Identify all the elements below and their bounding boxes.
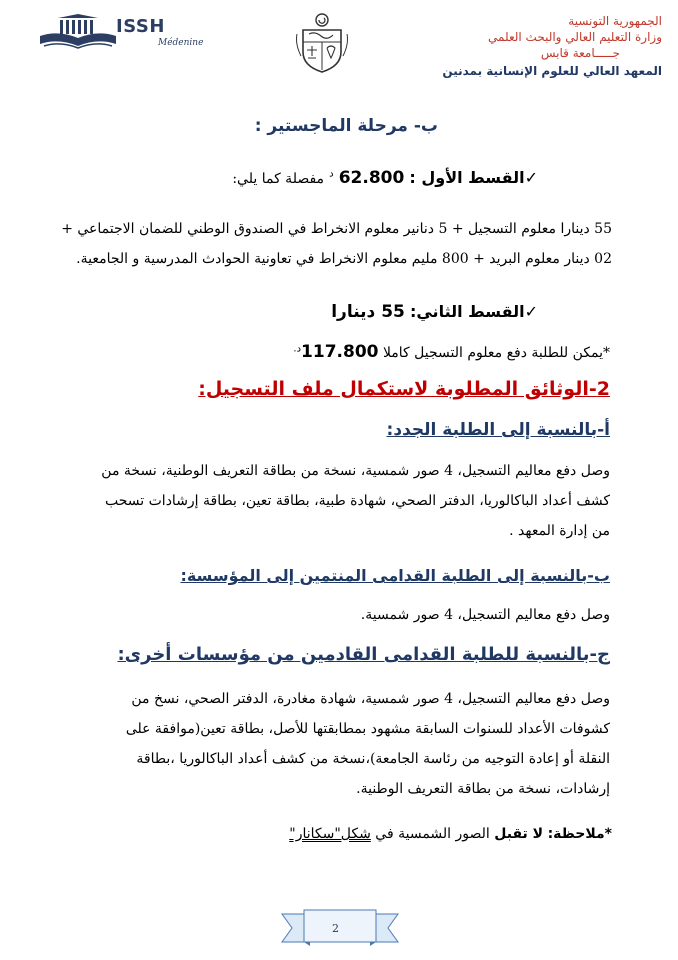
fees-detail [52,214,612,274]
docs-line: إرشادات، نسخة من بطاقة التعريف الوطنية. [356,781,610,797]
transfer-students-docs [54,684,610,804]
first-installment [232,168,538,188]
docs-line: وصل دفع معاليم التسجيل، 4 صور شمسية، شهادة مغادرة، الدفتر الصحي، نسخ من [131,691,610,707]
second-installment-amount: 55 دينارا [331,302,405,322]
page-number-ribbon [280,908,400,948]
logo-text: ISSH [116,16,165,37]
returning-students-title: ب-بالنسبة إلى الطلبة القدامى المنتمين إلى المؤسسة: [180,566,610,585]
full-payment-note-text: *يمكن للطلبة دفع معلوم التسجيل كاملا [382,345,610,361]
first-installment-amount: 62.800 [338,168,405,188]
docs-line: وصل دفع معاليم التسجيل، 4 صور شمسية، نسخة من بطاقة التعريف الوطنية، نسخة من [101,463,610,479]
master-section-title: ب- مرحلة الماجستير : [254,116,438,136]
second-installment-label: القسط الثاني: [409,302,525,321]
header-ministry: وزارة التعليم العالي والبحث العلمي [488,30,662,44]
full-payment-amount: 117.800 [301,342,379,362]
first-installment-label: القسط الأول : [409,168,525,187]
fees-detail-line: 55 دينارا معلوم التسجيل + 5 دنانير معلوم الانخراط في الصندوق الوطني للضمان الاجتماعي + [61,221,612,237]
docs-line: كشوفات الأعداد للسنوات السابقة مشهود بمطابقتها للأصل، بطاقة تعين(موافقة على [125,721,610,737]
check-icon: ✓ [524,168,538,187]
institute-logo [38,14,204,60]
new-students-docs [54,456,610,546]
fees-detail-line: 02 دينار معلوم البريد + 800 مليم معلوم الانخراط في تعاونية الحوادث المدرسية و الجامعية. [76,251,612,267]
first-installment-suffix: مفصلة كما يلي: [232,171,325,187]
header-country: الجمهورية التونسية [568,14,662,28]
docs-line: من إدارة المعهد . [509,523,610,539]
remark-emphasis: لا تقبل [494,826,544,842]
check-icon: ✓ [524,302,538,321]
documents-title: 2-الوثائق المطلوبة لاستكمال ملف التسجيل: [198,378,610,400]
full-payment-note [293,342,610,362]
tunisia-emblem [293,12,351,74]
page-number: 2 [332,922,339,935]
currency-unit: د [329,168,334,180]
transfer-students-title: ج-بالنسبة للطلبة القدامى القادمين من مؤسسات أخرى: [117,644,610,665]
remark-scanner: شكل"سكانار" [289,826,371,842]
currency-unit: د. [293,343,302,355]
new-students-title: أ-بالنسبة إلى الطلبة الجدد: [386,420,610,440]
header-university: جـــــامعة قابس [540,46,620,60]
docs-line: كشف أعداد الباكالوريا، الدفتر الصحي، شهادة طبية، بطاقة تعين، بطاقة إرشادات تسحب [105,493,610,509]
ribbon-icon [280,908,400,948]
docs-line: النقلة أو إعادة التوجيه من رئاسة الجامعة)،نسخة من كشف أعداد الباكالوريا ،بطاقة [136,751,610,767]
header-institute: المعهد العالي للعلوم الإنسانية بمدنين [442,64,662,78]
remark [289,826,612,842]
returning-students-docs: وصل دفع معاليم التسجيل، 4 صور شمسية. [360,607,610,623]
remark-text: الصور الشمسية في [375,826,490,842]
second-installment [331,302,538,322]
logo-subtitle: Médenine [158,38,204,48]
book-columns-icon [38,14,118,60]
remark-label: *ملاحظة: [547,826,612,842]
coat-of-arms-icon [293,12,351,74]
